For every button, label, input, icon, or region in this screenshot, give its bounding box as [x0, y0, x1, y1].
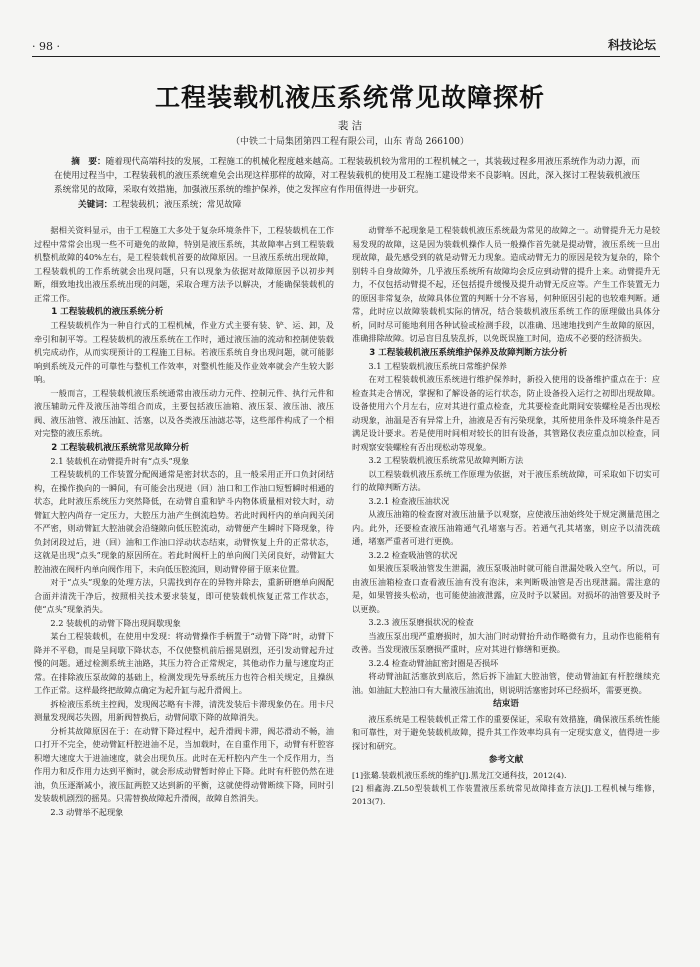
body-paragraph: 对于“点头”现象的处理方法，只需找到存在的异物并除去，重新研磨单向阀配合面并清洗干净后，按照相关技术要求装复，即可使装载机恢复正常工作状态，使“点头”现象消失。	[34, 577, 334, 614]
page-number: · 98 ·	[32, 40, 60, 53]
header-rule	[32, 56, 660, 57]
centered-heading: 参考文献	[488, 755, 524, 765]
author: 裴 洁	[337, 120, 363, 132]
body-paragraph: 如果液压泵吸油管发生泄漏，液压泵吸油时就可能自泄漏处吸入空气。所以，可由液压油箱检查口查看液压油有没有泡沫，来判断吸油管是否出现泄漏。需注意的是，如果管接头松动，也可能使油液泄露，应及时予以紧固。对损坏的油管要及时予以更换。	[352, 563, 660, 614]
body-paragraph: 以工程装载机液压系统工作原理为依据，对于液压系统故障，可采取如下切实可行的故障判断方法。	[352, 468, 660, 492]
section-heading: 1 工程装载机的液压系统分析	[51, 307, 164, 317]
body-paragraph: 一般而言，工程装载机液压系统通常由液压动力元件、控制元件、执行元件和液压辅助元件及液压油等组合而成，主要包括液压油箱、液压泵、液压油、液压阀、液压油管、液压油缸、活塞，以及各类液压油滤芯等，这些部件构成了一个相对完整的液压系统。	[34, 387, 334, 438]
keywords	[78, 198, 241, 210]
affiliation: （中铁二十局集团第四工程有限公司，山东 青岛 266100）	[230, 137, 470, 147]
subsection-heading: 2.2 装载机的动臂下降出现间歇现象	[50, 617, 181, 628]
keywords-text: 工程装载机；液压系统；常见故障	[112, 200, 242, 210]
body-paragraph: 在对工程装载机液压系统进行维护保养时，新投入使用的设备维护重点在于：应检查其走合情况，掌握和了解设备的运行状态，防止设备投入运行之初即出现故障。设备使用六个月左右，应对其进行重点检查，尤其要检查此期间安装螺栓是否出现松动现象，油温是否有异常上升，油液是否有污染现象，其所使用条件及环境条件是否满足设计要求。若是使用时间相对较长的旧有设备，其管路仪表应重点加以检查，同时观察安装螺栓有否出现松动等现象。	[352, 374, 660, 452]
body-paragraph: 工程装载机的工作装置分配阀通常是密封状态的，且一般采用正开口负封闭结构，在操作换向的一瞬间，有可能会出现进（回）油口和工作油口短暂瞬时相通的状态，此时液压系统压力突然降低，在动臂自重和铲斗内物体质量相对较大时，动臂缸大腔内尚存一定压力，大腔压力油产生倒流趋势。若此时阀杆内的单向阀关闭不严密，则动臂缸大腔油就会沿缝隙向低压腔流动，动臂便产生瞬时下降现象，待负封闭段过后，进（回）油和工作油口浮动状态结束，动臂恢复上升的正常状态，这就是出现“点头”现象的原因所在。若此时阀杆上的单向阀门关闭良好，动臂缸大腔油液在阀杆内单向阀作用下，未向低压腔流回，则动臂停留于原来位置。	[34, 469, 334, 574]
body-paragraph: 拆检液压系统主控阀，发现阀芯略有卡滞，清洗发装后卡滞现象仍在。用卡尺测量发现阀芯失圆，用新阀替换后，动臂间歇下降的故障消失。	[34, 698, 334, 722]
body-paragraph: 将动臂油缸活塞放到底后，然后拆下油缸大腔油管，使动臂油缸有杆腔继续充油。如油缸大腔油口有大量液压油流出，则说明活塞密封环已经损坏，需要更换。	[352, 671, 660, 695]
keywords-label: 关键词：	[78, 200, 113, 210]
reference-item: [2] 相鑫海.ZL50型装载机工作装置液压系统常见故障排查方法[J].工程机械与维修，2013(7).	[352, 783, 660, 806]
subsubsection-heading: 3.2.3 液压泵磨损状况的检查	[368, 617, 474, 627]
body-paragraph: 某台工程装载机，在使用中发现：将动臂操作手柄置于“动臂下降”时，动臂下降并不平稳，而是呈间歇下降状态，不仅使整机前后摇晃剧烈，还引发动臂起升过慢的问题。通过检测系统主油路，其压力符合正常规定，其他动作力量与速度均正常。在排除液压泵故障的基础上，检测发现先导系统压力也符合相关规定，且操纵工作正常。这样最终把故障点确定为起升缸与起升滑阀上。	[34, 631, 334, 695]
subsection-heading: 2.3 动臂举不起现象	[50, 806, 124, 817]
subsubsection-heading: 3.2.1 检查液压油状况	[368, 495, 450, 506]
body-paragraph: 从液压油箱的检查窗对液压油量予以观察，应使液压油始终处于规定测量范围之内。此外，还要检查液压油箱通气孔堵塞与否。若通气孔其堵塞，则应予以清洗疏通，堵塞严重者可进行更换。	[352, 509, 660, 546]
article-title: 工程装载机液压系统常见故障探析	[154, 83, 545, 112]
body-paragraph: 动臂举不起现象是工程装载机液压系统最为常见的故障之一。动臂提升无力是较易发现的故障，这是因为装载机操作人员一般操作首先就是提动臂，液压系统一旦出现故障，最先感受到的就是动臂无力现象。造成动臂无力的原因是较为复杂的，除个别转斗自身故障外，几乎液压系统所有故障均会反应到动臂的提升上来。动臂提升无力，不仅包括动臂提不起，还包括提升缓慢及提升动臂无反应等。产生工作装置无力的原因非常复杂，故障具体位置的判断十分不容易，何种原因引起的也较难判断。通常，此时应以故障装载机实际的情况，结合装载机液压系统工作的原理做出具体分析，同时尽可能地利用各种试验或检测手段，以准确、迅速地找到产生故障的原因，准确排除故障。切忌盲目乱装乱拆，以免既误施工时间，造成不必要的经济损失。	[352, 225, 660, 343]
reference-item: [1]张璐.装载机液压系统的维护[J].黑龙江交通科技，2012(4).	[352, 770, 567, 780]
abstract-label: 摘 要：	[71, 157, 106, 167]
subsubsection-heading: 3.2.2 检查吸油管的状况	[368, 549, 458, 560]
section-heading: 3 工程装载机液压系统维护保养及故障判断方法分析	[369, 347, 568, 358]
abstract-text: 随着现代高端科技的发展，工程施工的机械化程度越来越高。工程装载机较为常用的工程机械之一，其装载过程多用液压系统作为动力源，而在使用过程当中，工程装载机的液压系统难免会出现这样那样的故障，对工程装载机的使用及工程施工建设带来不良影响。因此，深入探讨工程装载机液压系统常见的故障，采取有效措施，加强液压系统的维护保养，使之发挥应有作用值得进一步研究。	[54, 157, 640, 195]
subsection-heading: 2.1 装载机在动臂提升时有“点头”现象	[50, 455, 190, 466]
right-column	[352, 224, 660, 808]
left-column	[34, 224, 334, 819]
body-paragraph: 当液压泵出现严重磨损时，加大油门时动臂抬升动作略微有力，且动作也能稍有改善。当发现液压泵磨损严重时，应对其进行修缮和更换。	[352, 630, 660, 654]
body-paragraph: 工程装载机作为一种自行式的工程机械，作业方式主要有装、铲、运、卸，及牵引和制平等。工程装载机的液压系统在工作时，通过液压油的流动和控制使装载机完成动作，从而实现预计的工程施工目标。若液压系统自身出现问题，就可能影响到系统及元件的可靠性与整机工作效率，对整机性能及作业效率就会产生较大影响。	[34, 320, 334, 384]
subsubsection-heading: 3.2.4 检查动臂油缸密封圈是否损坏	[368, 657, 499, 668]
body-paragraph: 分析其故障原因在于：在动臂下降过程中，起升滑阀卡滞，阀芯滑动不畅，油口打开不完全，使动臂缸杆腔进油不足，当加载时，在自重作用下，动臂有杆腔容积增大速度大于进油速度，就会出现负压。此时在无杆腔内产生一个反作用力，当作用力和反作用力达到平衡时，就会形成动臂暂时停止下降。此时有杆腔仍然在进油，负压逐渐减小，液压缸两腔又达到新的平衡，这就使得动臂断续下降，同时引发装载机剧烈的摇晃。只需替换故障起升滑阀，故障自然消失。	[34, 725, 334, 803]
subsection-heading: 3.2 工程装载机液压系统常见故障判断方法	[368, 455, 524, 465]
abstract	[54, 155, 640, 197]
body-paragraph: 液压系统是工程装载机正常工作的重要保证，采取有效措施，确保液压系统性能和可靠性，对于避免装载机故障，提升其工作效率均具有一定现实意义，值得进一步探讨和研究。	[352, 713, 660, 751]
centered-heading: 结束语	[493, 699, 519, 709]
body-paragraph: 据相关资料显示，由于工程施工大多处于复杂环境条件下，工程装载机在工作过程中常常会出现一些不可避免的故障，特别是液压系统，其故障率占到工程装载机整机故障的40%左右，是工程装载机首要的故障原因。一旦液压系统出现故障，工程装载机的工作系统就会出现问题，只有以现象为依据对故障原因予以初步判断，细致地找出液压系统出现的问题，采取合理方法予以解决，才能确保装载机的正常工作。	[34, 225, 334, 303]
section-heading: 2 工程装载机液压系统常见故障分析	[51, 442, 190, 453]
subsection-heading: 3.1 工程装载机液压系统日常维护保养	[368, 360, 507, 371]
journal-name: 科技论坛	[607, 38, 656, 52]
